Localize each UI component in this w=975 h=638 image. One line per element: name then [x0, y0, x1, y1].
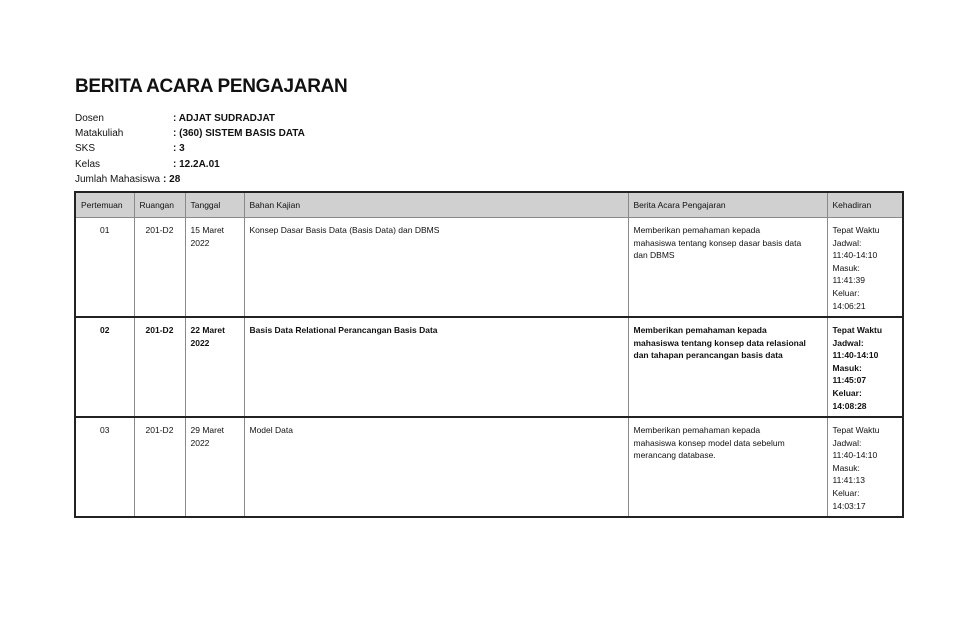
cell-ruangan: 201-D2 — [134, 317, 185, 417]
table-row — [75, 317, 903, 417]
berita-line: dan DBMS — [633, 250, 675, 261]
tanggal-line: 29 Maret — [190, 425, 225, 435]
cell-tanggal — [185, 417, 244, 517]
info-label: SKS — [75, 143, 96, 155]
column-header-kehadiran: Kehadiran — [827, 192, 903, 218]
info-row-kelas — [75, 157, 305, 172]
cell-bahan-kajian: Konsep Dasar Basis Data (Basis Data) dan DBMS — [244, 218, 628, 318]
cell-tanggal — [185, 218, 244, 318]
cell-berita-acara — [628, 317, 827, 417]
column-header-pertemuan: Pertemuan — [75, 192, 134, 218]
info-value: : 3 — [173, 143, 185, 155]
tanggal-line: 15 Maret — [190, 225, 225, 235]
cell-berita-acara — [628, 218, 827, 318]
teaching-record-table — [74, 191, 904, 518]
info-row-sks — [75, 141, 305, 156]
berita-line: merancang database. — [633, 450, 716, 461]
kehadiran-line: Jadwal: — [832, 437, 862, 448]
kehadiran-line: 11:40-14:10 — [832, 350, 879, 361]
berita-line: dan tahapan perancangan basis data — [633, 350, 783, 361]
cell-kehadiran — [827, 417, 903, 517]
tanggal-line: 2022 — [190, 237, 210, 248]
kehadiran-line: Masuk: — [832, 462, 860, 473]
info-row-jumlah-mahasiswa — [75, 172, 305, 187]
kehadiran-line: 11:41:39 — [832, 275, 865, 286]
info-value: : 28 — [163, 173, 181, 185]
kehadiran-status: Tepat Waktu — [832, 325, 883, 335]
info-label: Kelas — [75, 158, 101, 170]
kehadiran-line: 14:08:28 — [832, 400, 867, 411]
berita-line: mahasiswa tentang konsep dasar basis data — [633, 237, 802, 248]
info-value: : 12.2A.01 — [173, 158, 220, 170]
cell-kehadiran — [827, 317, 903, 417]
kehadiran-line: 11:41:13 — [832, 475, 865, 486]
cell-ruangan: 201-D2 — [134, 417, 185, 517]
cell-tanggal — [185, 317, 244, 417]
column-header-ruangan: Ruangan — [134, 192, 185, 218]
cell-kehadiran — [827, 218, 903, 318]
kehadiran-line: Keluar: — [832, 487, 860, 498]
cell-pertemuan: 03 — [75, 417, 134, 517]
cell-pertemuan: 02 — [75, 317, 134, 417]
kehadiran-line: 14:06:21 — [832, 300, 866, 311]
tanggal-line: 22 Maret — [190, 325, 225, 335]
kehadiran-line: Masuk: — [832, 262, 860, 273]
kehadiran-status: Tepat Waktu — [832, 225, 880, 235]
column-header-berita-acara: Berita Acara Pengajaran — [628, 192, 827, 218]
berita-line: mahasiswa tentang konsep data relasional — [633, 337, 806, 348]
table-row — [75, 218, 903, 318]
kehadiran-line: Masuk: — [832, 362, 862, 373]
kehadiran-line: 11:40-14:10 — [832, 450, 878, 461]
kehadiran-line: 11:40-14:10 — [832, 250, 878, 261]
berita-line: Memberikan pemahaman kepada — [633, 425, 761, 435]
column-header-bahan-kajian: Bahan Kajian — [244, 192, 628, 218]
berita-line: Memberikan pemahaman kepada — [633, 325, 767, 335]
table-row — [75, 417, 903, 517]
cell-ruangan: 201-D2 — [134, 218, 185, 318]
kehadiran-line: 11:45:07 — [832, 375, 867, 386]
info-label: Dosen — [75, 113, 104, 124]
tanggal-line: 2022 — [190, 337, 210, 348]
cell-berita-acara — [628, 417, 827, 517]
cell-bahan-kajian: Basis Data Relational Perancangan Basis Data — [244, 317, 628, 417]
info-label: Jumlah Mahasiswa — [75, 173, 161, 185]
page-title: BERITA ACARA PENGAJARAN — [75, 76, 348, 97]
column-header-tanggal: Tanggal — [185, 192, 244, 218]
info-label: Matakuliah — [75, 128, 124, 140]
berita-line: Memberikan pemahaman kepada — [633, 225, 761, 235]
kehadiran-line: Jadwal: — [832, 337, 864, 348]
kehadiran-line: Jadwal: — [832, 237, 862, 248]
info-row-matakuliah — [75, 126, 305, 141]
kehadiran-line: 14:03:17 — [832, 500, 866, 511]
kehadiran-line: Keluar: — [832, 387, 862, 398]
cell-pertemuan: 01 — [75, 218, 134, 318]
table-header-row — [75, 192, 903, 218]
kehadiran-status: Tepat Waktu — [832, 425, 880, 435]
tanggal-line: 2022 — [190, 437, 210, 448]
berita-line: mahasiswa konsep model data sebelum — [633, 437, 785, 448]
info-row-dosen — [75, 111, 305, 126]
course-info — [75, 111, 305, 187]
kehadiran-line: Keluar: — [832, 287, 860, 298]
info-value: : (360) SISTEM BASIS DATA — [173, 128, 305, 140]
cell-bahan-kajian: Model Data — [244, 417, 628, 517]
info-value: : ADJAT SUDRADJAT — [173, 113, 276, 124]
